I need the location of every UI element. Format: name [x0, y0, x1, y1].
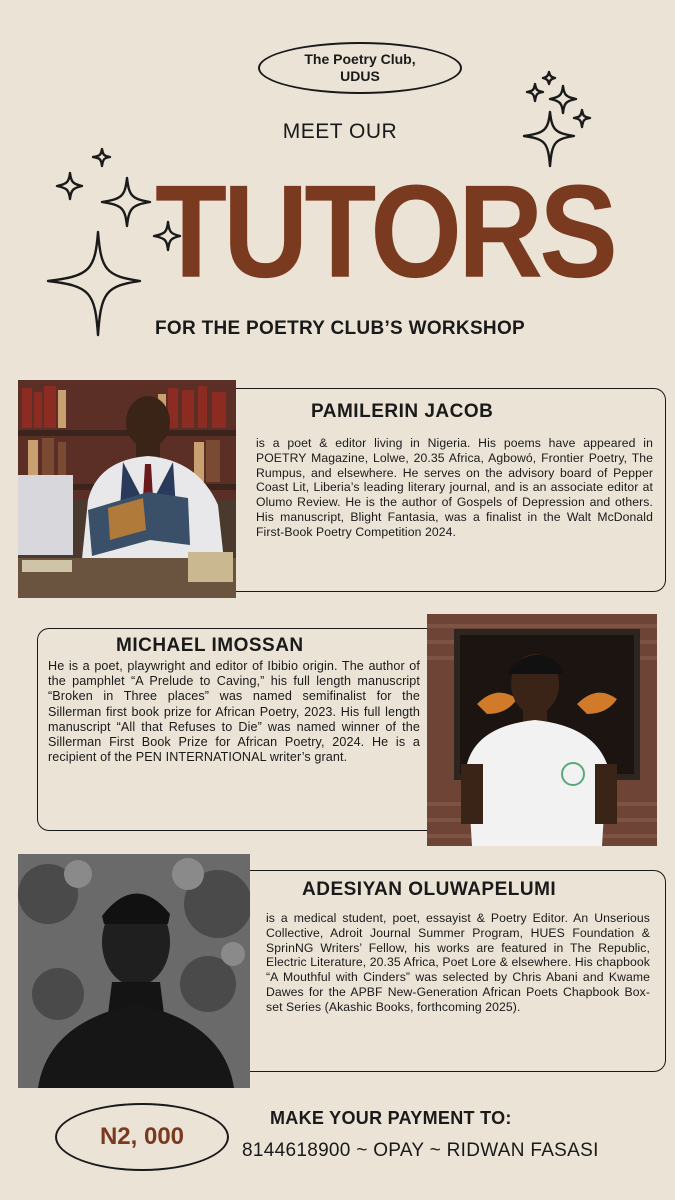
tutors-title: TUTORS [155, 158, 614, 306]
tutor-bio: is a poet & editor living in Nigeria. His poems have appeared in POETRY Magazine, Lolwe, 20.35 Africa, Agbowó, Frontier Poetry, The Rumpus, and elsewhere. He serves on the advisory board of Pepper Coast Lit, Liberia’s leading literary journal, and is an associate editor at Olumo Review. He is the author of Gospels of Depression and others. His manuscript, Blight Fantasia, was a finalist in the Walt McDonald First-Book Poetry Competition 2024. [256, 436, 653, 539]
sparkle-stars-right-icon [518, 70, 598, 170]
club-name-line2: UDUS [340, 68, 380, 84]
workshop-subtitle: FOR THE POETRY CLUB’S WORKSHOP [154, 318, 526, 339]
club-name-badge [258, 42, 462, 94]
price-text: N2, 000 [99, 1123, 185, 1150]
tutor-card-pamilerin [236, 388, 666, 592]
tutor-photo-adesiyan [18, 854, 250, 1088]
meet-our-heading: MEET OUR [282, 120, 398, 143]
tutor-card-michael [37, 628, 427, 831]
payment-details: 8144618900 ~ OPAY ~ RIDWAN FASASI [242, 1140, 599, 1161]
tutor-bio: He is a poet, playwright and editor of Ibibio origin. The author of the pamphlet “A Prelude to Caving,” his full length manuscript “Broken in Three places” was named semifinalist for the Sillerman first book prize for African Poetry, 2023. His full length manuscript “All that Refuses to Die” was named winner of the Sillerman First Book Prize for African Poetry, 2024. He is a recipient of the PEN INTERNATIONAL writer’s grant. [48, 659, 420, 765]
tutor-bio: is a medical student, poet, essayist & Poetry Editor. An Unserious Collective, Adroit Journal Summer Program, HUES Foundation & SprinNG Writers’ Fellow, his works are featured in The Republic, Electric Literature, 20.35 Africa, Poet Lore & elsewhere. His chapbook “A Mouthful with Cinders” was selected by Chris Abani and Kwame Dawes for the APBF New-Generation African Poets Chapbook Box-set Series (Akashic Books, forthcoming 2025). [266, 911, 650, 1014]
tutor-photo-pamilerin [18, 380, 236, 598]
tutor-name: MICHAEL IMOSSAN [116, 635, 304, 656]
tutor-name: PAMILERIN JACOB [311, 401, 494, 422]
payment-heading: MAKE YOUR PAYMENT TO: [270, 1108, 512, 1128]
tutor-photo-michael [427, 614, 657, 846]
club-name-line1: The Poetry Club, [304, 51, 416, 67]
price-badge [55, 1103, 229, 1171]
tutor-card-adesiyan [250, 870, 666, 1072]
tutor-name: ADESIYAN OLUWAPELUMI [302, 879, 557, 900]
